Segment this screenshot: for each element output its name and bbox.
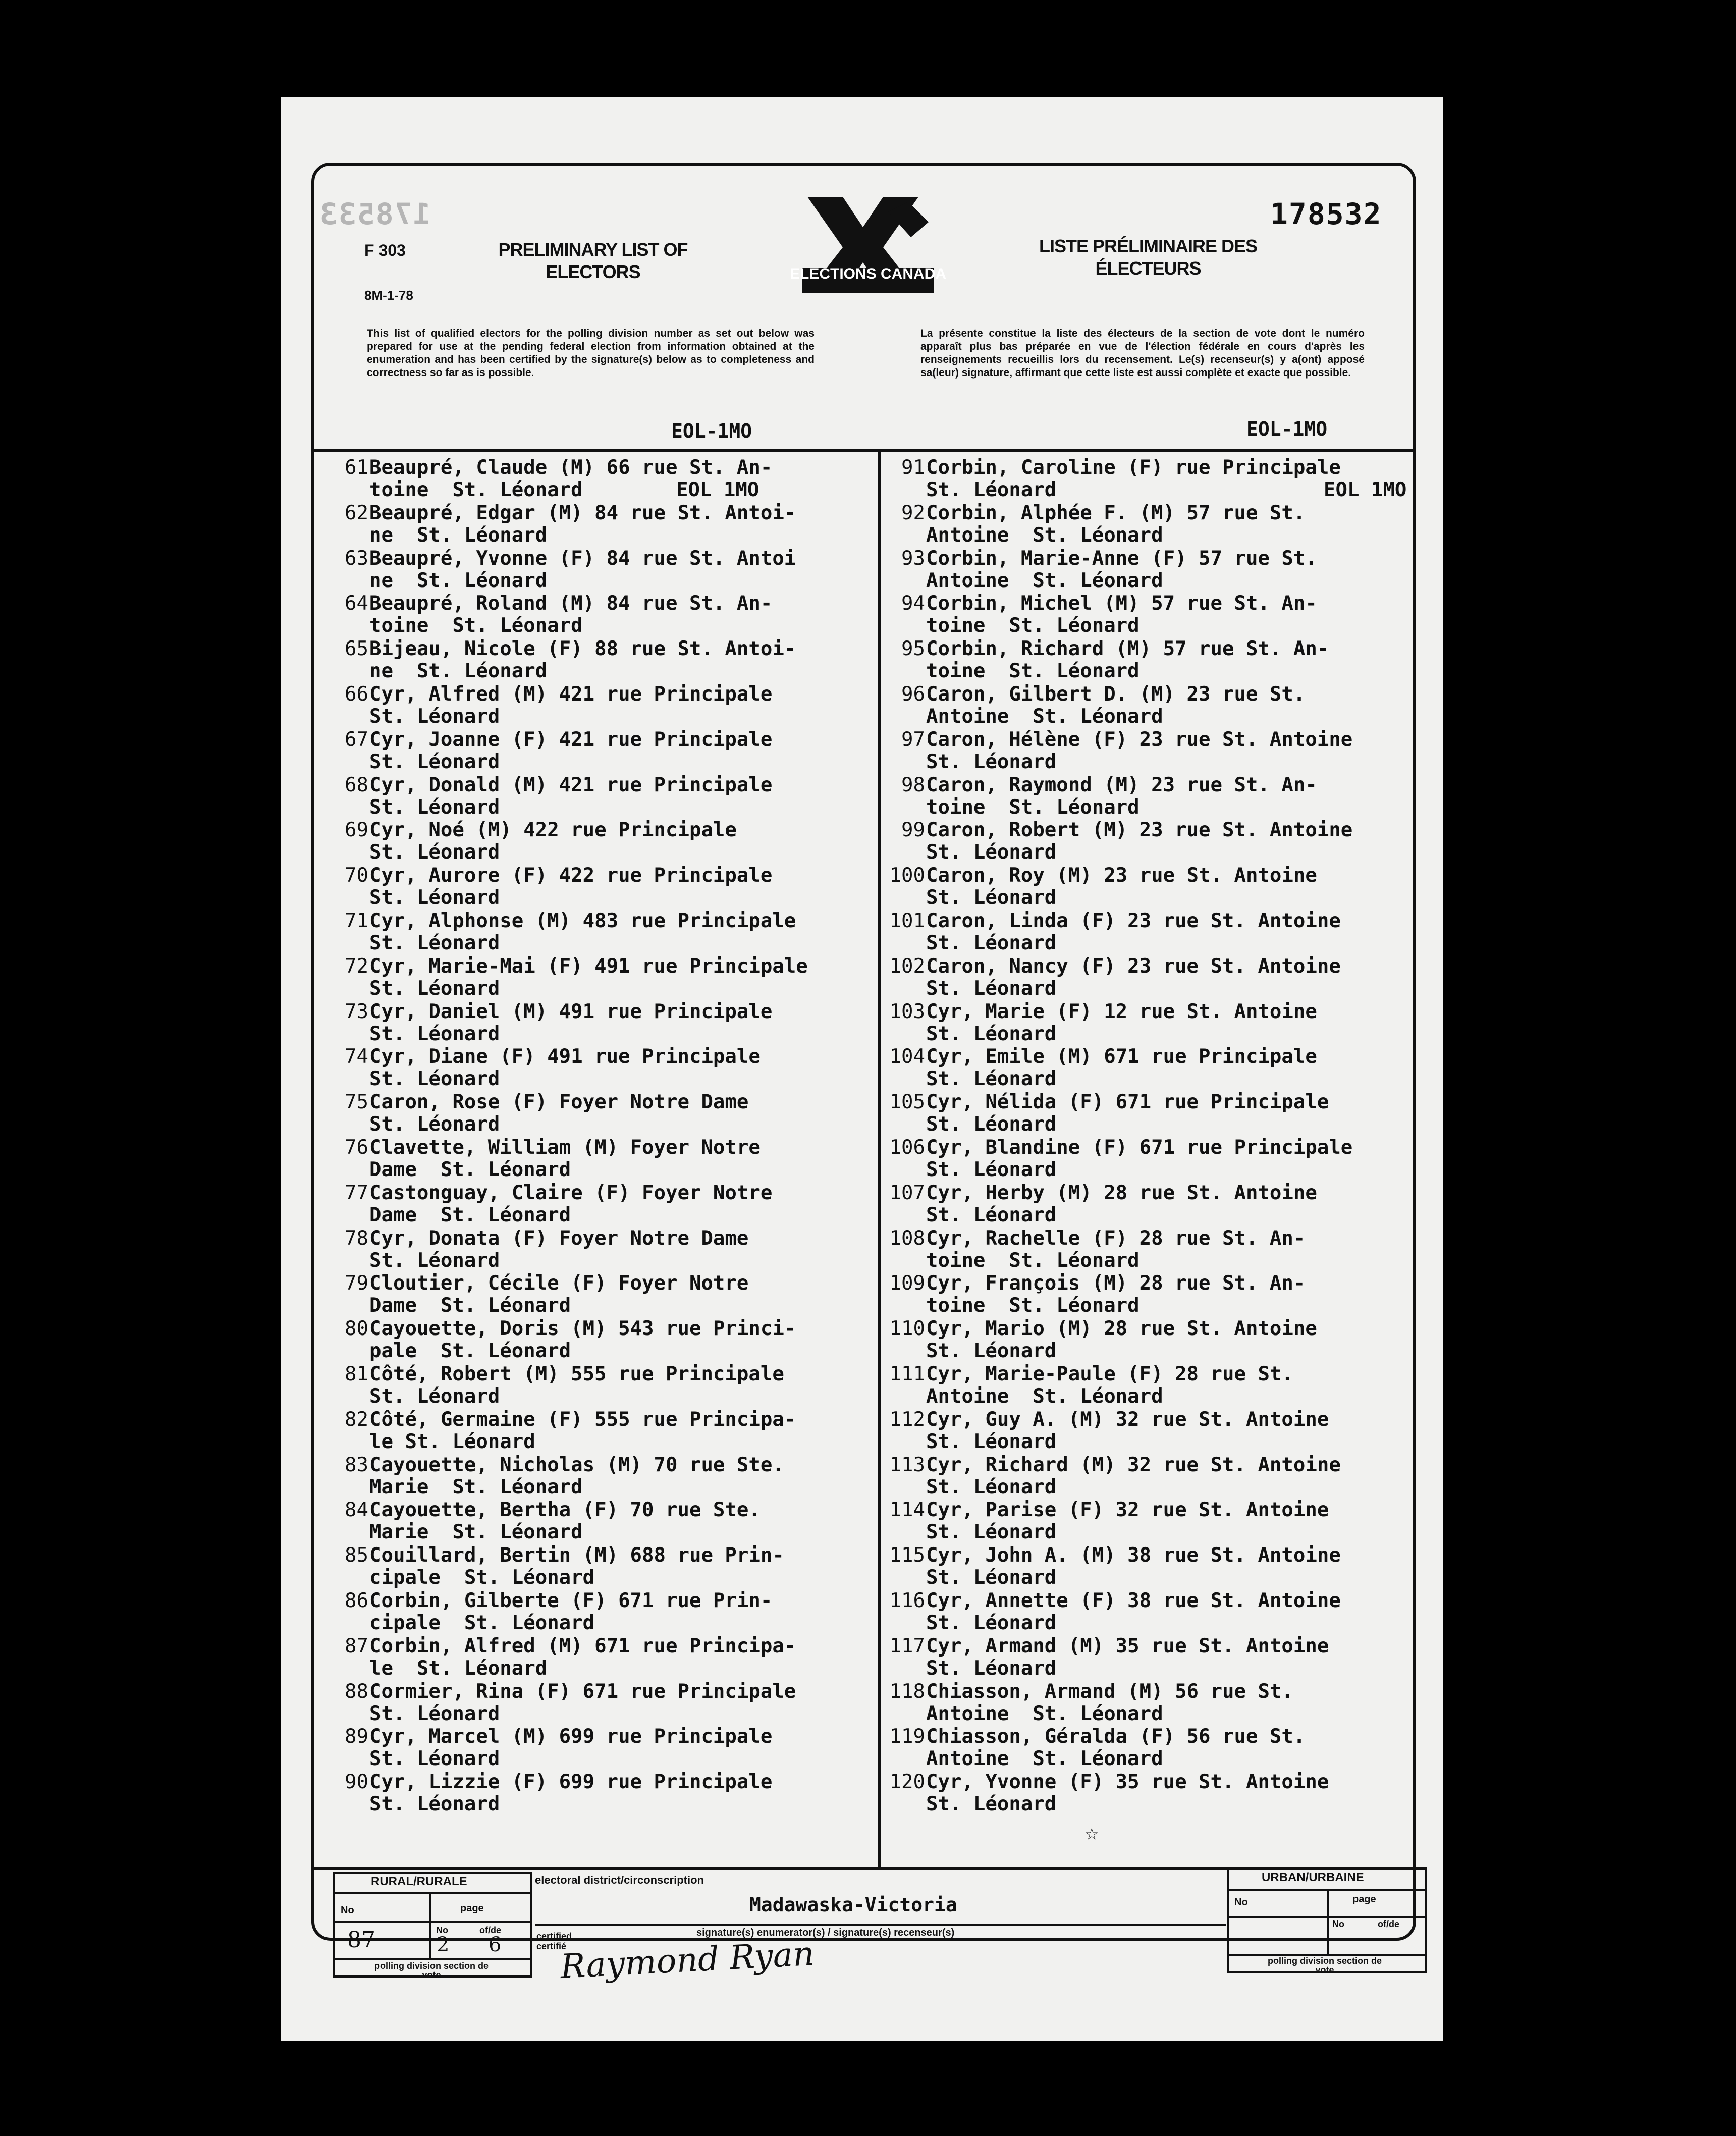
elector-name-address: Cyr, François (M) 28 rue St. An-	[926, 1272, 1306, 1295]
elector-number: 100	[889, 864, 925, 887]
elector-number: 117	[889, 1634, 925, 1658]
elector-number: 115	[889, 1544, 925, 1567]
elector-locality: St. Léonard	[369, 750, 500, 773]
elector-entry	[880, 774, 1430, 820]
elector-name-address: Cyr, Alphonse (M) 483 rue Principale	[369, 909, 796, 932]
elector-number: 105	[889, 1091, 925, 1114]
elector-name-address: Corbin, Michel (M) 57 rue St. An-	[926, 592, 1317, 615]
elector-entry	[880, 1318, 1430, 1363]
elector-number: 118	[889, 1680, 925, 1703]
elector-number: 109	[889, 1272, 925, 1295]
elector-name-address: Chiasson, Géralda (F) 56 rue St.	[926, 1725, 1306, 1748]
title-french: LISTE PRÉLIMINAIRE DES ÉLECTEURS	[1039, 236, 1258, 279]
elector-number: 94	[901, 592, 925, 615]
elector-number: 71	[345, 909, 368, 932]
elector-number: 99	[901, 819, 925, 842]
elector-locality: St. Léonard	[926, 931, 1057, 954]
elector-locality: St. Léonard	[926, 1657, 1057, 1680]
rural-rule-3	[333, 1958, 532, 1960]
intro-french: La présente constitue la liste des électeurs de la section de vote dont le numéro apparaît plus bas préparée en vue de l'élection fédérale en cours d'après les renseignements recueillis lors du recensement. Le(s) recenseur(s) y a(ont) apposé sa(leur) signature, affirmant que cette liste est aussi complète et exacte que possible.	[920, 328, 1365, 379]
elector-entry	[323, 1227, 873, 1273]
elector-entry	[323, 1499, 873, 1544]
district-label: electoral district/circonscription	[535, 1874, 704, 1886]
elector-locality: St. Léonard	[926, 1611, 1057, 1634]
elector-name-address: Cyr, Alfred (M) 421 rue Principale	[369, 682, 773, 706]
urban-rule-2	[1227, 1916, 1427, 1918]
elector-entry	[880, 1544, 1430, 1590]
elector-entry	[323, 1182, 873, 1227]
elector-name-address: Clavette, William (M) Foyer Notre	[369, 1136, 761, 1159]
elector-name-address: Cormier, Rina (F) 671 rue Principale	[369, 1680, 796, 1703]
urban-label: URBAN/URBAINE	[1262, 1871, 1364, 1884]
form-number: F 303	[364, 241, 406, 259]
elector-entry	[880, 593, 1430, 638]
elector-entry	[323, 1137, 873, 1182]
elector-entry	[880, 638, 1430, 683]
elector-name-address: Corbin, Alfred (M) 671 rue Principa-	[369, 1634, 796, 1658]
district-rule	[535, 1924, 1226, 1926]
elector-name-address: Cyr, Annette (F) 38 rue St. Antoine	[926, 1589, 1341, 1612]
rural-label: RURAL/RURALE	[371, 1875, 467, 1888]
elector-name-address: Cyr, Lizzie (F) 699 rue Principale	[369, 1771, 773, 1794]
elector-name-address: Caron, Gilbert D. (M) 23 rue St.	[926, 682, 1306, 706]
elector-name-address: Cayouette, Doris (M) 543 rue Princi-	[369, 1317, 796, 1341]
elector-locality: St. Léonard	[926, 1793, 1057, 1816]
elector-name-address: Corbin, Gilberte (F) 671 rue Prin-	[369, 1589, 773, 1612]
elector-entry	[880, 1454, 1430, 1500]
elector-number: 119	[889, 1725, 925, 1748]
elector-name-address: Cyr, Rachelle (F) 28 rue St. An-	[926, 1226, 1306, 1250]
elector-number: 76	[345, 1136, 368, 1159]
postal-code-left: EOL-1MO	[671, 420, 752, 442]
elector-locality: St. Léonard	[926, 841, 1057, 864]
logo-text: ELECTIONS CANADA	[789, 265, 947, 282]
elector-entry	[880, 1137, 1430, 1182]
elector-number: 107	[889, 1181, 925, 1204]
elector-postal-code: EOL 1MO	[1324, 478, 1407, 501]
elector-number: 70	[345, 864, 368, 887]
certified-label: certified certifié	[536, 1931, 572, 1951]
elector-locality: St. Léonard	[369, 1067, 500, 1091]
elector-number: 95	[901, 637, 925, 661]
elector-locality: toine St. Léonard	[369, 478, 583, 501]
elector-number: 103	[889, 1000, 925, 1023]
elector-name-address: Cayouette, Bertha (F) 70 rue Ste.	[369, 1499, 761, 1522]
elector-entry	[880, 1227, 1430, 1273]
elector-number: 80	[345, 1317, 368, 1341]
elector-name-address: Corbin, Marie-Anne (F) 57 rue St.	[926, 547, 1317, 570]
elector-locality: Antoine St. Léonard	[926, 1747, 1163, 1771]
elector-number: 120	[889, 1771, 925, 1794]
electors-column-left	[323, 457, 873, 1817]
elector-name-address: Côté, Robert (M) 555 rue Principale	[369, 1362, 784, 1385]
district-name: Madawaska-Victoria	[749, 1894, 957, 1916]
polling-division-label: polling division section de vote	[374, 1961, 489, 1980]
elector-name-address: Cyr, Marie (F) 12 rue St. Antoine	[926, 1000, 1317, 1023]
elector-number: 88	[345, 1680, 368, 1703]
elector-number: 82	[345, 1408, 368, 1431]
elector-number: 108	[889, 1226, 925, 1250]
elector-name-address: Côté, Germaine (F) 555 rue Principa-	[369, 1408, 796, 1431]
elector-entry	[880, 1091, 1430, 1137]
of-label: of/de	[479, 1925, 501, 1935]
elector-number: 114	[889, 1499, 925, 1522]
elector-entry	[323, 910, 873, 955]
elector-locality: Antoine St. Léonard	[926, 1384, 1163, 1408]
elector-entry	[323, 1544, 873, 1590]
elector-name-address: Beaupré, Roland (M) 84 rue St. An-	[369, 592, 773, 615]
elector-number: 87	[345, 1634, 368, 1658]
elector-number: 101	[889, 909, 925, 932]
elector-name-address: Cyr, Marcel (M) 699 rue Principale	[369, 1725, 773, 1748]
elector-entry	[323, 1363, 873, 1409]
elector-entry	[880, 1499, 1430, 1544]
elector-locality: Antoine St. Léonard	[926, 705, 1163, 728]
elector-locality: ne St. Léonard	[369, 523, 548, 547]
elector-locality: St. Léonard	[926, 1475, 1057, 1499]
urban-no-label: No	[1234, 1897, 1248, 1908]
elector-entry	[323, 955, 873, 1001]
elector-name-address: Cyr, Donald (M) 421 rue Principale	[369, 773, 773, 796]
rural-rule	[333, 1892, 532, 1894]
elector-number: 61	[345, 456, 368, 479]
elector-locality: toine St. Léonard	[926, 660, 1140, 683]
elector-locality: St. Léonard	[369, 1113, 500, 1136]
elector-number: 85	[345, 1544, 368, 1567]
elector-number: 62	[345, 501, 368, 524]
elector-locality: St. Léonard	[926, 1067, 1057, 1091]
elector-locality: St. Léonard	[369, 1022, 500, 1045]
elector-entry	[880, 1771, 1430, 1817]
enumerator-signature: Raymond Ryan	[559, 1934, 816, 1987]
elector-locality: Marie St. Léonard	[369, 1475, 583, 1499]
elector-name-address: Cyr, Yvonne (F) 35 rue St. Antoine	[926, 1771, 1329, 1794]
elector-locality: St. Léonard	[926, 1566, 1057, 1589]
elector-number: 72	[345, 954, 368, 978]
elector-number: 110	[889, 1317, 925, 1341]
elector-entry	[323, 1590, 873, 1635]
elector-locality: St. Léonard	[926, 1521, 1057, 1544]
elector-locality: Dame St. Léonard	[369, 1203, 571, 1226]
elector-name-address: Cyr, Noé (M) 422 rue Principale	[369, 819, 737, 842]
elector-number: 84	[345, 1499, 368, 1522]
elector-locality: St. Léonard	[926, 886, 1057, 910]
serial-number-ghost: 178533	[319, 197, 431, 231]
elector-entry	[880, 1635, 1430, 1681]
elector-number: 98	[901, 773, 925, 796]
elector-entry	[323, 865, 873, 910]
elector-name-address: Cyr, Donata (F) Foyer Notre Dame	[369, 1226, 749, 1250]
elector-name-address: Corbin, Caroline (F) rue Principale	[926, 456, 1341, 479]
elector-number: 67	[345, 728, 368, 751]
elector-locality: St. Léonard	[369, 886, 500, 910]
elector-locality: ne St. Léonard	[369, 660, 548, 683]
elector-entry	[323, 1272, 873, 1318]
elector-number: 113	[889, 1453, 925, 1476]
elector-locality: toine St. Léonard	[926, 1249, 1140, 1272]
elector-locality: cipale St. Léonard	[369, 1611, 595, 1634]
elector-number: 93	[901, 547, 925, 570]
elector-number: 63	[345, 547, 368, 570]
elector-number: 92	[901, 501, 925, 524]
elector-entry	[323, 1001, 873, 1046]
elector-name-address: Beaupré, Claude (M) 66 rue St. An-	[369, 456, 773, 479]
elector-name-address: Castonguay, Claire (F) Foyer Notre	[369, 1181, 773, 1204]
postal-code-right: EOL-1MO	[1246, 418, 1328, 440]
elections-canada-logo	[789, 192, 947, 303]
polling-no-label: No	[341, 1905, 354, 1916]
elector-entry	[323, 593, 873, 638]
elector-number: 69	[345, 819, 368, 842]
elector-name-address: Cyr, Nélida (F) 671 rue Principale	[926, 1091, 1329, 1114]
urban-page-no-label: No	[1332, 1919, 1344, 1929]
elector-name-address: Cloutier, Cécile (F) Foyer Notre	[369, 1272, 749, 1295]
elector-number: 112	[889, 1408, 925, 1431]
elector-number: 96	[901, 682, 925, 706]
elector-locality: pale St. Léonard	[369, 1340, 571, 1363]
elector-number: 104	[889, 1045, 925, 1069]
elector-locality: St. Léonard	[926, 478, 1057, 501]
elector-entry	[323, 1726, 873, 1771]
elector-entry	[880, 865, 1430, 910]
elector-entry	[880, 729, 1430, 774]
page-label: page	[460, 1903, 484, 1914]
elector-entry	[323, 502, 873, 548]
elector-name-address: Beaupré, Yvonne (F) 84 rue St. Antoi	[369, 547, 796, 570]
elector-locality: Marie St. Léonard	[369, 1521, 583, 1544]
elector-entry	[323, 1635, 873, 1681]
elector-number: 66	[345, 682, 368, 706]
elector-name-address: Cyr, Emile (M) 671 rue Principale	[926, 1045, 1317, 1069]
elector-name-address: Caron, Robert (M) 23 rue St. Antoine	[926, 819, 1353, 842]
elector-entry	[323, 457, 873, 502]
elector-name-address: Corbin, Alphée F. (M) 57 rue St.	[926, 501, 1306, 524]
elector-number: 97	[901, 728, 925, 751]
elector-number: 90	[345, 1771, 368, 1794]
page-number: 2	[437, 1933, 450, 1956]
elector-entry	[323, 774, 873, 820]
elector-locality: St. Léonard	[926, 1022, 1057, 1045]
elector-number: 68	[345, 773, 368, 796]
elector-locality: le St. Léonard	[369, 1430, 535, 1453]
elector-locality: le St. Léonard	[369, 1657, 548, 1680]
elector-entry	[323, 729, 873, 774]
elector-name-address: Cyr, Marie-Paule (F) 28 rue St.	[926, 1362, 1293, 1385]
elector-entry	[880, 548, 1430, 593]
elector-entry	[323, 1409, 873, 1454]
elector-entry	[323, 1046, 873, 1091]
elector-name-address: Caron, Rose (F) Foyer Notre Dame	[369, 1091, 749, 1114]
serial-number: 178532	[1270, 197, 1382, 231]
elector-number: 106	[889, 1136, 925, 1159]
elector-name-address: Chiasson, Armand (M) 56 rue St.	[926, 1680, 1293, 1703]
elector-entry	[323, 1318, 873, 1363]
elector-locality: toine St. Léonard	[369, 614, 583, 637]
polling-division-number: 87	[347, 1927, 375, 1953]
elector-entry	[880, 502, 1430, 548]
elector-entry	[880, 1726, 1430, 1771]
elector-name-address: Caron, Roy (M) 23 rue St. Antoine	[926, 864, 1317, 887]
page-no-label: No	[436, 1925, 448, 1935]
header-rule	[314, 449, 1413, 452]
elector-locality: St. Léonard	[926, 1158, 1057, 1181]
elector-entry	[880, 1363, 1430, 1409]
elector-locality: St. Léonard	[926, 1430, 1057, 1453]
elector-entry	[880, 457, 1430, 502]
elector-entry	[880, 683, 1430, 729]
elector-entry	[880, 910, 1430, 955]
elector-name-address: Cyr, John A. (M) 38 rue St. Antoine	[926, 1544, 1341, 1567]
elector-locality: St. Léonard	[369, 1249, 500, 1272]
elector-entry	[880, 1590, 1430, 1635]
elector-locality: St. Léonard	[369, 977, 500, 1000]
elector-locality: Antoine St. Léonard	[926, 1702, 1163, 1725]
elector-entry	[323, 1454, 873, 1500]
elector-name-address: Cyr, Mario (M) 28 rue St. Antoine	[926, 1317, 1317, 1341]
elector-locality: St. Léonard	[926, 1203, 1057, 1226]
electors-column-right	[880, 457, 1430, 1817]
elector-name-address: Cyr, Joanne (F) 421 rue Principale	[369, 728, 773, 751]
elector-name-address: Caron, Linda (F) 23 rue St. Antoine	[926, 909, 1341, 932]
elector-entry	[323, 819, 873, 865]
elector-number: 91	[901, 456, 925, 479]
elector-number: 64	[345, 592, 368, 615]
elector-name-address: Corbin, Richard (M) 57 rue St. An-	[926, 637, 1329, 661]
elector-locality: St. Léonard	[369, 795, 500, 819]
elector-locality: Antoine St. Léonard	[926, 569, 1163, 592]
elector-number: 75	[345, 1091, 368, 1114]
elector-name-address: Cyr, Marie-Mai (F) 491 rue Principale	[369, 954, 808, 978]
elector-locality: St. Léonard	[926, 1340, 1057, 1363]
elector-number: 79	[345, 1272, 368, 1295]
page-total: 6	[489, 1933, 502, 1956]
elector-name-address: Cyr, Guy A. (M) 32 rue St. Antoine	[926, 1408, 1329, 1431]
elector-entry	[880, 1001, 1430, 1046]
elector-name-address: Cyr, Diane (F) 491 rue Principale	[369, 1045, 761, 1069]
rural-rule-2	[333, 1921, 532, 1923]
elector-number: 102	[889, 954, 925, 978]
urban-polling-division-label: polling division section de vote	[1267, 1956, 1382, 1975]
elector-name-address: Cyr, Armand (M) 35 rue St. Antoine	[926, 1634, 1329, 1658]
elector-locality: ne St. Léonard	[369, 569, 548, 592]
elector-locality: toine St. Léonard	[926, 614, 1140, 637]
elector-locality: St. Léonard	[926, 977, 1057, 1000]
elector-entry	[880, 1681, 1430, 1726]
elector-number: 116	[889, 1589, 925, 1612]
elector-name-address: Cyr, Richard (M) 32 rue St. Antoine	[926, 1453, 1341, 1476]
elector-number: 81	[345, 1362, 368, 1385]
elector-number: 65	[345, 637, 368, 661]
elector-entry	[323, 638, 873, 683]
form-date: 8M-1-78	[364, 288, 413, 303]
title-english: PRELIMINARY LIST OF ELECTORS	[498, 239, 688, 282]
elector-entry	[323, 1681, 873, 1726]
elector-number: 86	[345, 1589, 368, 1612]
elector-entry	[323, 683, 873, 729]
elector-name-address: Couillard, Bertin (M) 688 rue Prin-	[369, 1544, 784, 1567]
elector-name-address: Cyr, Aurore (F) 422 rue Principale	[369, 864, 773, 887]
elector-number: 78	[345, 1226, 368, 1250]
intro-english: This list of qualified electors for the polling division number as set out below was prepared for use at the pending federal election from information obtained at the enumeration and has been certified by the signature(s) below as to completeness and correctness so far as is possible.	[367, 328, 815, 379]
elector-locality: toine St. Léonard	[926, 795, 1140, 819]
elector-number: 77	[345, 1181, 368, 1204]
elector-locality: St. Léonard	[369, 1747, 500, 1771]
elector-locality: St. Léonard	[369, 705, 500, 728]
elector-name-address: Cayouette, Nicholas (M) 70 rue Ste.	[369, 1453, 784, 1476]
elector-entry	[880, 1046, 1430, 1091]
elector-name-address: Caron, Nancy (F) 23 rue St. Antoine	[926, 954, 1341, 978]
elector-postal-code: EOL 1MO	[676, 478, 760, 501]
elector-number: 111	[889, 1362, 925, 1385]
elector-locality: St. Léonard	[926, 1113, 1057, 1136]
elector-locality: St. Léonard	[369, 841, 500, 864]
elector-locality: St. Léonard	[369, 931, 500, 954]
elector-entry	[880, 819, 1430, 865]
elector-entry	[880, 1409, 1430, 1454]
rural-divider	[429, 1893, 431, 1958]
elector-locality: Antoine St. Léonard	[926, 523, 1163, 547]
signature-label: signature(s) enumerator(s) / signature(s) recenseur(s)	[696, 1927, 955, 1938]
elector-locality: St. Léonard	[369, 1793, 500, 1816]
elector-entry	[880, 1182, 1430, 1227]
elector-entry	[323, 548, 873, 593]
elector-locality: St. Léonard	[926, 750, 1057, 773]
elector-number: 89	[345, 1725, 368, 1748]
elector-name-address: Cyr, Daniel (M) 491 rue Principale	[369, 1000, 773, 1023]
elector-number: 73	[345, 1000, 368, 1023]
elector-name-address: Beaupré, Edgar (M) 84 rue St. Antoi-	[369, 501, 796, 524]
urban-page-label: page	[1352, 1894, 1376, 1905]
elector-name-address: Cyr, Parise (F) 32 rue St. Antoine	[926, 1499, 1329, 1522]
elector-name-address: Bijeau, Nicole (F) 88 rue St. Antoi-	[369, 637, 796, 661]
elector-name-address: Caron, Raymond (M) 23 rue St. An-	[926, 773, 1317, 796]
elector-name-address: Cyr, Herby (M) 28 rue St. Antoine	[926, 1181, 1317, 1204]
elector-name-address: Cyr, Blandine (F) 671 rue Principale	[926, 1136, 1353, 1159]
elector-locality: St. Léonard	[369, 1384, 500, 1408]
elector-entry	[323, 1771, 873, 1817]
elector-locality: Dame St. Léonard	[369, 1158, 571, 1181]
elector-entry	[880, 1272, 1430, 1318]
elector-locality: cipale St. Léonard	[369, 1566, 595, 1589]
elector-entry	[880, 955, 1430, 1001]
elector-locality: Dame St. Léonard	[369, 1294, 571, 1317]
urban-divider	[1327, 1890, 1329, 1955]
end-mark: ☆	[1085, 1820, 1099, 1845]
elector-locality: toine St. Léonard	[926, 1294, 1140, 1317]
elector-name-address: Caron, Hélène (F) 23 rue St. Antoine	[926, 728, 1353, 751]
elector-number: 83	[345, 1453, 368, 1476]
elector-number: 74	[345, 1045, 368, 1069]
elector-locality: St. Léonard	[369, 1702, 500, 1725]
urban-of-label: of/de	[1378, 1919, 1399, 1929]
elector-entry	[323, 1091, 873, 1137]
